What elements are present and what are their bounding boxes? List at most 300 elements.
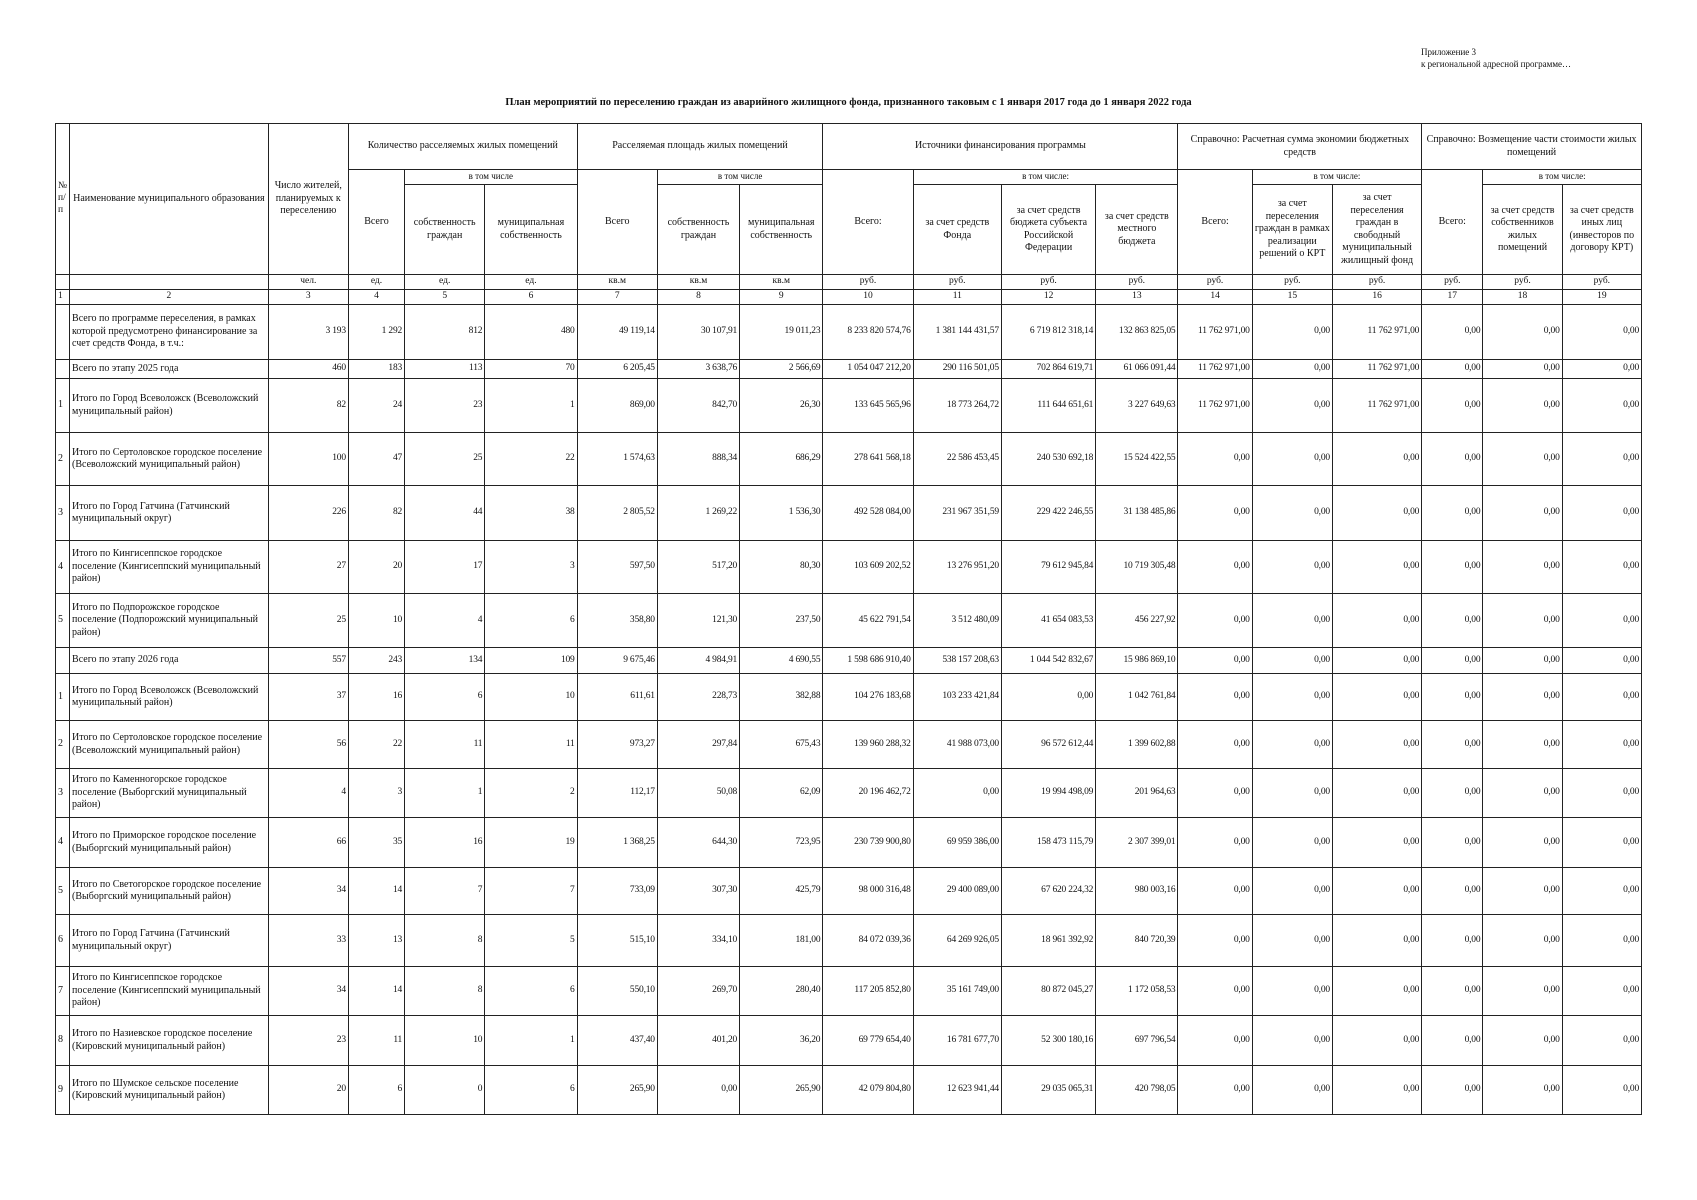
row-value: 358,80 <box>577 594 657 648</box>
table-row <box>56 769 1642 818</box>
row-value: 243 <box>348 648 404 674</box>
row-value: 1 292 <box>348 305 404 360</box>
row-number <box>56 648 70 674</box>
row-value: 0,00 <box>1422 305 1483 360</box>
row-value: 980 003,16 <box>1096 868 1178 915</box>
header-count-total: Всего <box>348 170 404 275</box>
column-number-cell: 4 <box>348 290 404 305</box>
unit-cell: чел. <box>268 275 348 290</box>
row-value: 0,00 <box>1178 674 1252 721</box>
row-value: 0,00 <box>1422 648 1483 674</box>
row-value: 18 773 264,72 <box>913 379 1001 433</box>
row-value: 0,00 <box>1483 594 1562 648</box>
row-value: 0,00 <box>1252 769 1332 818</box>
row-value: 0,00 <box>1562 541 1641 594</box>
table-row <box>56 1016 1642 1066</box>
row-value: 0,00 <box>1332 721 1421 769</box>
row-value: 0,00 <box>1483 1016 1562 1066</box>
row-value: 0,00 <box>1332 1016 1421 1066</box>
row-value: 69 959 386,00 <box>913 818 1001 868</box>
row-value: 0,00 <box>1178 433 1252 486</box>
row-value: 100 <box>268 433 348 486</box>
header-residents: Число жителей, планируемых к переселению <box>268 124 348 275</box>
row-value: 0,00 <box>1178 648 1252 674</box>
row-value: 3 638,76 <box>657 360 739 379</box>
header-group-count: Количество расселяемых жилых помещений <box>348 124 577 170</box>
row-name: Всего по этапу 2026 года <box>70 648 269 674</box>
row-value: 0,00 <box>1483 379 1562 433</box>
row-value: 0,00 <box>1332 648 1421 674</box>
row-value: 307,30 <box>657 868 739 915</box>
row-value: 183 <box>348 360 404 379</box>
row-value: 41 654 083,53 <box>1001 594 1095 648</box>
row-value: 10 <box>405 1016 485 1066</box>
row-number: 3 <box>56 486 70 541</box>
row-name: Итого по Город Гатчина (Гатчинский муниципальный округ) <box>70 486 269 541</box>
row-value: 22 586 453,45 <box>913 433 1001 486</box>
row-value: 6 205,45 <box>577 360 657 379</box>
row-value: 0,00 <box>1422 818 1483 868</box>
row-value: 0,00 <box>1483 674 1562 721</box>
row-value: 382,88 <box>740 674 823 721</box>
row-value: 0,00 <box>1422 721 1483 769</box>
row-value: 702 864 619,71 <box>1001 360 1095 379</box>
row-value: 0,00 <box>1332 674 1421 721</box>
row-value: 11 762 971,00 <box>1178 305 1252 360</box>
row-value: 0,00 <box>1252 967 1332 1016</box>
row-value: 23 <box>268 1016 348 1066</box>
row-name: Итого по Назиевское городское поселение (Кировский муниципальный район) <box>70 1016 269 1066</box>
row-value: 697 796,54 <box>1096 1016 1178 1066</box>
row-value: 0,00 <box>1483 486 1562 541</box>
unit-cell: руб. <box>823 275 913 290</box>
row-value: 425,79 <box>740 868 823 915</box>
row-value: 0,00 <box>1252 648 1332 674</box>
column-number-cell: 9 <box>740 290 823 305</box>
row-value: 18 961 392,92 <box>1001 915 1095 967</box>
row-value: 0,00 <box>1562 594 1641 648</box>
header-comp-investors: за счет средств иных лиц (инвесторов по договору КРТ) <box>1562 185 1641 275</box>
header-savings-incl: в том числе: <box>1252 170 1422 185</box>
column-number-cell: 8 <box>657 290 739 305</box>
row-value: 0,00 <box>1422 360 1483 379</box>
row-number: 4 <box>56 541 70 594</box>
row-value: 0,00 <box>1252 379 1332 433</box>
row-value: 1 <box>405 769 485 818</box>
row-value: 11 762 971,00 <box>1178 379 1252 433</box>
row-value: 50,08 <box>657 769 739 818</box>
row-value: 0,00 <box>1422 674 1483 721</box>
row-number: 3 <box>56 769 70 818</box>
row-value: 0,00 <box>1483 541 1562 594</box>
row-value: 1 042 761,84 <box>1096 674 1178 721</box>
row-name: Всего по этапу 2025 года <box>70 360 269 379</box>
row-value: 104 276 183,68 <box>823 674 913 721</box>
row-value: 44 <box>405 486 485 541</box>
row-value: 4 <box>268 769 348 818</box>
row-number: 7 <box>56 967 70 1016</box>
row-value: 11 762 971,00 <box>1332 305 1421 360</box>
row-value: 0,00 <box>1422 1016 1483 1066</box>
header-sources-incl: в том числе: <box>913 170 1178 185</box>
row-value: 869,00 <box>577 379 657 433</box>
table-row <box>56 967 1642 1016</box>
row-name: Итого по Приморское городское поселение (Выборгский муниципальный район) <box>70 818 269 868</box>
row-value: 38 <box>485 486 577 541</box>
table-row <box>56 868 1642 915</box>
row-value: 0,00 <box>1422 433 1483 486</box>
row-value: 19 <box>485 818 577 868</box>
row-name: Итого по Кингисеппское городское поселение (Кингисеппский муниципальный район) <box>70 541 269 594</box>
row-value: 456 227,92 <box>1096 594 1178 648</box>
row-value: 16 <box>405 818 485 868</box>
row-value: 11 762 971,00 <box>1332 360 1421 379</box>
row-value: 0,00 <box>1562 915 1641 967</box>
row-value: 0,00 <box>1252 818 1332 868</box>
row-value: 42 079 804,80 <box>823 1066 913 1115</box>
header-area-owned: собственность граждан <box>657 185 739 275</box>
resettlement-plan-table <box>55 123 1642 1115</box>
row-value: 29 400 089,00 <box>913 868 1001 915</box>
row-value: 25 <box>268 594 348 648</box>
row-value: 1 172 058,53 <box>1096 967 1178 1016</box>
row-value: 420 798,05 <box>1096 1066 1178 1115</box>
row-value: 686,29 <box>740 433 823 486</box>
column-numbers-row <box>56 290 1642 305</box>
row-value: 0,00 <box>1252 305 1332 360</box>
row-value: 36,20 <box>740 1016 823 1066</box>
row-value: 29 035 065,31 <box>1001 1066 1095 1115</box>
row-value: 0,00 <box>1332 818 1421 868</box>
row-value: 0,00 <box>1332 486 1421 541</box>
row-value: 10 <box>348 594 404 648</box>
row-value: 1 054 047 212,20 <box>823 360 913 379</box>
row-value: 0,00 <box>1562 818 1641 868</box>
row-value: 0,00 <box>1483 433 1562 486</box>
unit-cell: ед. <box>485 275 577 290</box>
row-name: Итого по Сертоловское городское поселение (Всеволожский муниципальный район) <box>70 433 269 486</box>
row-value: 0,00 <box>1562 769 1641 818</box>
row-value: 19 994 498,09 <box>1001 769 1095 818</box>
row-value: 23 <box>405 379 485 433</box>
column-number-cell: 7 <box>577 290 657 305</box>
row-value: 64 269 926,05 <box>913 915 1001 967</box>
header-comp-incl: в том числе: <box>1483 170 1642 185</box>
row-value: 230 739 900,80 <box>823 818 913 868</box>
row-value: 33 <box>268 915 348 967</box>
row-value: 56 <box>268 721 348 769</box>
row-value: 82 <box>348 486 404 541</box>
row-value: 14 <box>348 868 404 915</box>
row-value: 733,09 <box>577 868 657 915</box>
row-value: 1 269,22 <box>657 486 739 541</box>
row-value: 61 066 091,44 <box>1096 360 1178 379</box>
row-value: 7 <box>485 868 577 915</box>
row-value: 0,00 <box>1252 1016 1332 1066</box>
row-value: 103 609 202,52 <box>823 541 913 594</box>
row-value: 31 138 485,86 <box>1096 486 1178 541</box>
row-value: 517,20 <box>657 541 739 594</box>
row-value: 121,30 <box>657 594 739 648</box>
row-value: 11 762 971,00 <box>1332 379 1421 433</box>
row-value: 0,00 <box>1252 915 1332 967</box>
row-value: 269,70 <box>657 967 739 1016</box>
row-value: 1 381 144 431,57 <box>913 305 1001 360</box>
row-value: 0,00 <box>1483 1066 1562 1115</box>
row-value: 10 719 305,48 <box>1096 541 1178 594</box>
row-value: 0,00 <box>1178 486 1252 541</box>
unit-cell: ед. <box>405 275 485 290</box>
unit-cell: кв.м <box>657 275 739 290</box>
row-value: 973,27 <box>577 721 657 769</box>
row-value: 181,00 <box>740 915 823 967</box>
row-value: 13 <box>348 915 404 967</box>
row-value: 840 720,39 <box>1096 915 1178 967</box>
row-value: 0,00 <box>1252 486 1332 541</box>
row-value: 0,00 <box>1178 915 1252 967</box>
row-value: 0,00 <box>1562 486 1641 541</box>
row-value: 139 960 288,32 <box>823 721 913 769</box>
table-row <box>56 305 1642 360</box>
row-value: 0,00 <box>1422 1066 1483 1115</box>
row-name: Итого по Шумское сельское поселение (Кировский муниципальный район) <box>70 1066 269 1115</box>
row-value: 401,20 <box>657 1016 739 1066</box>
row-value: 550,10 <box>577 967 657 1016</box>
row-value: 8 233 820 574,76 <box>823 305 913 360</box>
appendix-note <box>1421 46 1571 70</box>
row-value: 4 984,91 <box>657 648 739 674</box>
row-value: 6 <box>485 1066 577 1115</box>
row-value: 6 <box>485 967 577 1016</box>
row-value: 0,00 <box>1178 967 1252 1016</box>
row-value: 5 <box>485 915 577 967</box>
row-value: 240 530 692,18 <box>1001 433 1095 486</box>
row-value: 3 193 <box>268 305 348 360</box>
row-value: 35 161 749,00 <box>913 967 1001 1016</box>
table-row <box>56 915 1642 967</box>
appendix-line-1: Приложение 3 <box>1421 47 1477 57</box>
row-value: 34 <box>268 868 348 915</box>
row-value: 3 <box>485 541 577 594</box>
row-value: 41 988 073,00 <box>913 721 1001 769</box>
row-number: 8 <box>56 1016 70 1066</box>
row-value: 888,34 <box>657 433 739 486</box>
document-title: План мероприятий по переселению граждан из аварийного жилищного фонда, признанного таковым с 1 января 2017 года до 1 января 2022 года <box>505 97 1192 108</box>
row-value: 112,17 <box>577 769 657 818</box>
row-name: Итого по Сертоловское городское поселение (Всеволожский муниципальный район) <box>70 721 269 769</box>
table-row <box>56 721 1642 769</box>
row-value: 80 872 045,27 <box>1001 967 1095 1016</box>
header-savings-krt: за счет переселения граждан в рамках реализации решений о КРТ <box>1252 185 1332 275</box>
unit-cell: руб. <box>1332 275 1421 290</box>
table-row <box>56 486 1642 541</box>
row-number: 5 <box>56 868 70 915</box>
row-value: 7 <box>405 868 485 915</box>
row-value: 0,00 <box>1178 868 1252 915</box>
header-group-savings: Справочно: Расчетная сумма экономии бюджетных средств <box>1178 124 1422 170</box>
unit-cell: руб. <box>1096 275 1178 290</box>
row-value: 280,40 <box>740 967 823 1016</box>
row-value: 24 <box>348 379 404 433</box>
row-value: 11 <box>405 721 485 769</box>
row-value: 6 <box>485 594 577 648</box>
column-number-cell: 1 <box>56 290 70 305</box>
row-value: 4 <box>405 594 485 648</box>
row-name: Итого по Город Гатчина (Гатчинский муниципальный округ) <box>70 915 269 967</box>
table-row <box>56 360 1642 379</box>
row-value: 723,95 <box>740 818 823 868</box>
row-value: 3 512 480,09 <box>913 594 1001 648</box>
row-value: 1 044 542 832,67 <box>1001 648 1095 674</box>
row-value: 0,00 <box>1252 868 1332 915</box>
row-value: 10 <box>485 674 577 721</box>
units-row <box>56 275 1642 290</box>
row-value: 538 157 208,63 <box>913 648 1001 674</box>
row-value: 2 <box>485 769 577 818</box>
row-value: 611,61 <box>577 674 657 721</box>
row-number: 2 <box>56 433 70 486</box>
row-value: 25 <box>405 433 485 486</box>
row-value: 0,00 <box>1252 1066 1332 1115</box>
column-number-cell: 13 <box>1096 290 1178 305</box>
row-value: 132 863 825,05 <box>1096 305 1178 360</box>
row-value: 52 300 180,16 <box>1001 1016 1095 1066</box>
row-value: 20 <box>348 541 404 594</box>
row-number <box>56 360 70 379</box>
row-value: 0,00 <box>1562 360 1641 379</box>
header-comp-total: Всего: <box>1422 170 1483 275</box>
header-sources-local: за счет средств местного бюджета <box>1096 185 1178 275</box>
unit-cell: ед. <box>348 275 404 290</box>
header-group-area: Расселяемая площадь жилых помещений <box>577 124 823 170</box>
unit-cell: руб. <box>1178 275 1252 290</box>
row-value: 67 620 224,32 <box>1001 868 1095 915</box>
row-value: 0,00 <box>1422 379 1483 433</box>
row-value: 11 762 971,00 <box>1178 360 1252 379</box>
row-value: 27 <box>268 541 348 594</box>
row-value: 96 572 612,44 <box>1001 721 1095 769</box>
row-value: 84 072 039,36 <box>823 915 913 967</box>
header-name: Наименование муниципального образования <box>70 124 269 275</box>
row-value: 0,00 <box>1252 674 1332 721</box>
header-area-incl: в том числе <box>657 170 823 185</box>
row-value: 0,00 <box>1252 433 1332 486</box>
row-value: 1 574,63 <box>577 433 657 486</box>
row-value: 17 <box>405 541 485 594</box>
row-value: 1 <box>485 1016 577 1066</box>
table-row <box>56 674 1642 721</box>
row-value: 0,00 <box>913 769 1001 818</box>
row-value: 0,00 <box>1332 1066 1421 1115</box>
row-name: Итого по Подпорожское городское поселение (Подпорожский муниципальный район) <box>70 594 269 648</box>
header-sources-total: Всего: <box>823 170 913 275</box>
unit-cell: руб. <box>1001 275 1095 290</box>
column-number-cell: 2 <box>70 290 269 305</box>
row-value: 49 119,14 <box>577 305 657 360</box>
row-value: 0,00 <box>1332 915 1421 967</box>
header-group-compensation: Справочно: Возмещение части стоимости жилых помещений <box>1422 124 1642 170</box>
column-number-cell: 6 <box>485 290 577 305</box>
column-number-cell: 12 <box>1001 290 1095 305</box>
row-value: 111 644 651,61 <box>1001 379 1095 433</box>
row-value: 1 536,30 <box>740 486 823 541</box>
row-value: 0,00 <box>1483 360 1562 379</box>
unit-cell: руб. <box>1422 275 1483 290</box>
row-value: 8 <box>405 967 485 1016</box>
row-name: Итого по Светогорское городское поселение (Выборгский муниципальный район) <box>70 868 269 915</box>
row-value: 437,40 <box>577 1016 657 1066</box>
row-value: 597,50 <box>577 541 657 594</box>
row-value: 0,00 <box>1332 967 1421 1016</box>
row-value: 0,00 <box>1562 674 1641 721</box>
row-value: 2 566,69 <box>740 360 823 379</box>
row-value: 0,00 <box>1562 1066 1641 1115</box>
row-value: 334,10 <box>657 915 739 967</box>
row-value: 265,90 <box>740 1066 823 1115</box>
column-number-cell: 18 <box>1483 290 1562 305</box>
row-value: 30 107,91 <box>657 305 739 360</box>
row-value: 644,30 <box>657 818 739 868</box>
row-value: 45 622 791,54 <box>823 594 913 648</box>
row-value: 0,00 <box>1562 868 1641 915</box>
row-value: 0,00 <box>1178 721 1252 769</box>
row-value: 278 641 568,18 <box>823 433 913 486</box>
row-value: 15 986 869,10 <box>1096 648 1178 674</box>
row-value: 480 <box>485 305 577 360</box>
column-number-cell: 5 <box>405 290 485 305</box>
row-value: 1 <box>485 379 577 433</box>
row-value: 0,00 <box>1422 541 1483 594</box>
row-number: 2 <box>56 721 70 769</box>
unit-cell: руб. <box>1562 275 1641 290</box>
header-area-total: Всего <box>577 170 657 275</box>
row-value: 1 598 686 910,40 <box>823 648 913 674</box>
row-value: 4 690,55 <box>740 648 823 674</box>
row-value: 0,00 <box>1252 721 1332 769</box>
header-savings-free-fund: за счет переселения граждан в свободный муниципальный жилищный фонд <box>1332 185 1421 275</box>
row-value: 2 307 399,01 <box>1096 818 1178 868</box>
row-number: 1 <box>56 674 70 721</box>
row-value: 0 <box>405 1066 485 1115</box>
row-value: 98 000 316,48 <box>823 868 913 915</box>
row-value: 79 612 945,84 <box>1001 541 1095 594</box>
unit-cell: кв.м <box>740 275 823 290</box>
row-value: 14 <box>348 967 404 1016</box>
row-number: 5 <box>56 594 70 648</box>
unit-cell: руб. <box>1483 275 1562 290</box>
row-value: 297,84 <box>657 721 739 769</box>
row-value: 0,00 <box>1252 594 1332 648</box>
row-value: 62,09 <box>740 769 823 818</box>
row-value: 0,00 <box>1332 868 1421 915</box>
row-value: 6 <box>405 674 485 721</box>
row-value: 0,00 <box>1562 379 1641 433</box>
row-value: 0,00 <box>1332 541 1421 594</box>
row-value: 515,10 <box>577 915 657 967</box>
row-number: 6 <box>56 915 70 967</box>
row-value: 0,00 <box>1252 541 1332 594</box>
row-number <box>56 305 70 360</box>
row-value: 47 <box>348 433 404 486</box>
row-number: 1 <box>56 379 70 433</box>
column-number-cell: 19 <box>1562 290 1641 305</box>
table-row <box>56 594 1642 648</box>
row-value: 11 <box>485 721 577 769</box>
row-value: 103 233 421,84 <box>913 674 1001 721</box>
unit-cell: кв.м <box>577 275 657 290</box>
row-value: 12 623 941,44 <box>913 1066 1001 1115</box>
row-value: 22 <box>348 721 404 769</box>
